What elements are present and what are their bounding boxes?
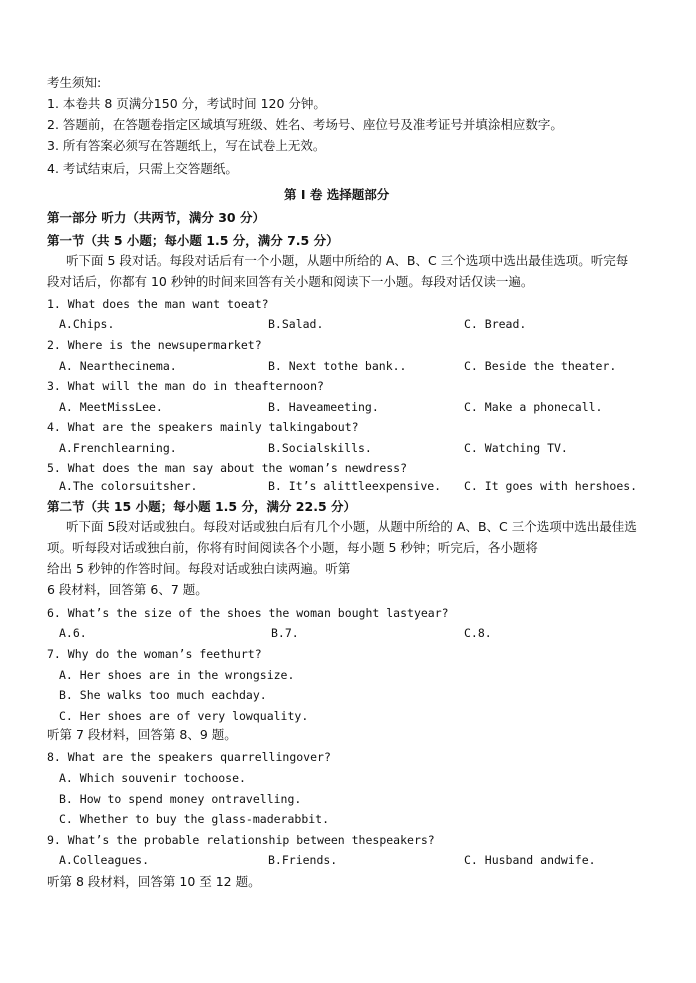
section2-instruction-1: 听下面 5段对话或独白。每段对话或独白后有几个小题，从题中所给的 A、B、C 三个选项中选出最佳选 [66,519,637,534]
question-4: 4. What are the speakers mainly talkingabout? [47,420,359,434]
q5-option-a: A.The colorsuitsher. [59,479,198,493]
question-7: 7. Why do the woman’s feethurt? [47,647,262,661]
q9-option-a: A.Colleagues. [59,853,150,867]
q8-option-b: B. How to spend money ontravelling. [59,792,302,806]
q9-option-c: C. Husband andwife. [464,853,596,867]
notice-item-4: 4. 考试结束后，只需上交答题纸。 [47,161,238,176]
part1-title: 第一部分 听力（共两节，满分 30 分） [47,210,265,225]
section2-title: 第二节（共 15 小题；每小题 1.5 分，满分 22.5 分） [47,499,356,514]
q3-option-b: B. Haveameeting. [268,400,379,414]
notice-item-3: 3. 所有答案必须写在答题纸上，写在试卷上无效。 [47,138,326,153]
question-5: 5. What does the man say about the woman’s newdress? [47,461,408,475]
notice-item-2: 2. 答题前，在答题卷指定区域填写班级、姓名、考场号、座位号及准考证号并填涂相应数字。 [47,117,563,132]
q9-option-b: B.Friends. [268,853,338,867]
q6-option-a: A.6. [59,626,87,640]
question-2: 2. Where is the newsupermarket? [47,338,262,352]
section1-title: 第一节（共 5 小题；每小题 1.5 分，满分 7.5 分） [47,233,339,248]
question-3: 3. What will the man do in theafternoon? [47,379,324,393]
notice-item-1: 1. 本卷共 8 页满分150 分，考试时间 120 分钟。 [47,96,326,111]
volume-title: 第 I 卷 选择题部分 [284,187,390,202]
q4-option-b: B.Socialskills. [268,441,372,455]
q1-option-b: B.Salad. [268,317,324,331]
notice-title: 考生须知: [47,75,102,90]
section1-instruction-2: 段对话后，你都有 10 秒钟的时间来回答有关小题和阅读下一小题。每段对话仅读一遍。 [47,274,534,289]
q2-option-c: C. Beside the theater. [464,359,617,373]
segment-8-note: 听第 8 段材料，回答第 10 至 12 题。 [47,874,261,889]
section1-instruction-1: 听下面 5 段对话。每段对话后有一个小题，从题中所给的 A、B、C 三个选项中选出最佳选项。听完每 [66,253,629,268]
q8-option-c: C. Whether to buy the glass-maderabbit. [59,812,330,826]
q5-option-b: B. It’s alittleexpensive. [268,479,442,493]
q8-option-a: A. Which souvenir tochoose. [59,771,246,785]
q1-option-a: A.Chips. [59,317,115,331]
q4-option-a: A.Frenchlearning. [59,441,177,455]
q1-option-c: C. Bread. [464,317,527,331]
q7-option-b: B. She walks too much eachday. [59,688,267,702]
section2-instruction-3: 给出 5 秒钟的作答时间。每段对话或独白读两遍。听第 [47,561,351,576]
q2-option-a: A. Nearthecinema. [59,359,177,373]
question-8: 8. What are the speakers quarrellingover? [47,750,331,764]
q3-option-a: A. MeetMissLee. [59,400,163,414]
q6-option-b: B.7. [271,626,299,640]
q5-option-c: C. It goes with hershoes. [464,479,638,493]
q7-option-c: C. Her shoes are of very lowquality. [59,709,309,723]
question-6: 6. What’s the size of the shoes the woman bought lastyear? [47,606,449,620]
q3-option-c: C. Make a phonecall. [464,400,603,414]
q4-option-c: C. Watching TV. [464,441,568,455]
q2-option-b: B. Next tothe bank.. [268,359,407,373]
segment-7-note: 听第 7 段材料，回答第 8、9 题。 [47,727,237,742]
question-1: 1. What does the man want toeat? [47,297,269,311]
question-9: 9. What’s the probable relationship between thespeakers? [47,833,435,847]
section2-instruction-4: 6 段材料，回答第 6、7 题。 [47,582,208,597]
section2-instruction-2: 项。听每段对话或独白前，你将有时间阅读各个小题，每小题 5 秒钟；听完后，各小题将 [47,540,538,555]
q6-option-c: C.8. [464,626,492,640]
q7-option-a: A. Her shoes are in the wrongsize. [59,668,295,682]
